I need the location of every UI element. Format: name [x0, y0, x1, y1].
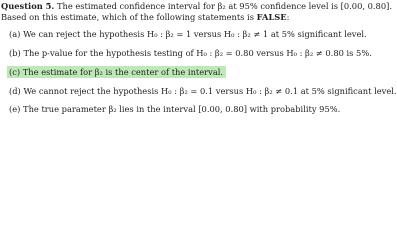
- option-text: The true parameter β₂ lies in the interval [0.00, 0.80] with probability 95%.: [23, 104, 341, 114]
- option-text: The estimate for β₂ is the center of the interval.: [22, 67, 224, 77]
- question-text-2: Based on this estimate, which of the following statements is: [1, 12, 257, 22]
- question-number: Question 5.: [1, 1, 55, 11]
- question-text-1: The estimated confidence interval for β₂ at 95% confidence level is [0.00, 0.80].: [56, 1, 392, 11]
- question-text-2-suffix: :: [286, 12, 290, 22]
- option-e[interactable]: [9, 104, 340, 115]
- question-line-2: [1, 12, 289, 23]
- option-b[interactable]: [9, 48, 372, 59]
- option-c[interactable]: [9, 67, 226, 78]
- option-letter: (d): [9, 86, 21, 96]
- selected-option-highlight: [7, 66, 226, 78]
- option-letter: (c): [9, 67, 21, 77]
- question-emphasis: FALSE: [256, 12, 287, 22]
- question-line-1: [1, 1, 392, 12]
- option-letter: (a): [9, 29, 21, 39]
- option-a[interactable]: [9, 29, 367, 40]
- option-letter: (b): [9, 48, 21, 58]
- option-letter: (e): [9, 104, 21, 114]
- option-text: We cannot reject the hypothesis H₀ : β₂ = 0.1 versus H₀ : β₂ ≠ 0.1 at 5% significant level.: [23, 86, 397, 96]
- option-d[interactable]: [9, 86, 397, 97]
- option-text: The p-value for the hypothesis testing of H₀ : β₂ = 0.80 versus H₀ : β₂ ≠ 0.80 is 5%.: [23, 48, 372, 58]
- option-text: We can reject the hypothesis H₀ : β₂ = 1 versus H₀ : β₂ ≠ 1 at 5% significant level.: [23, 29, 367, 39]
